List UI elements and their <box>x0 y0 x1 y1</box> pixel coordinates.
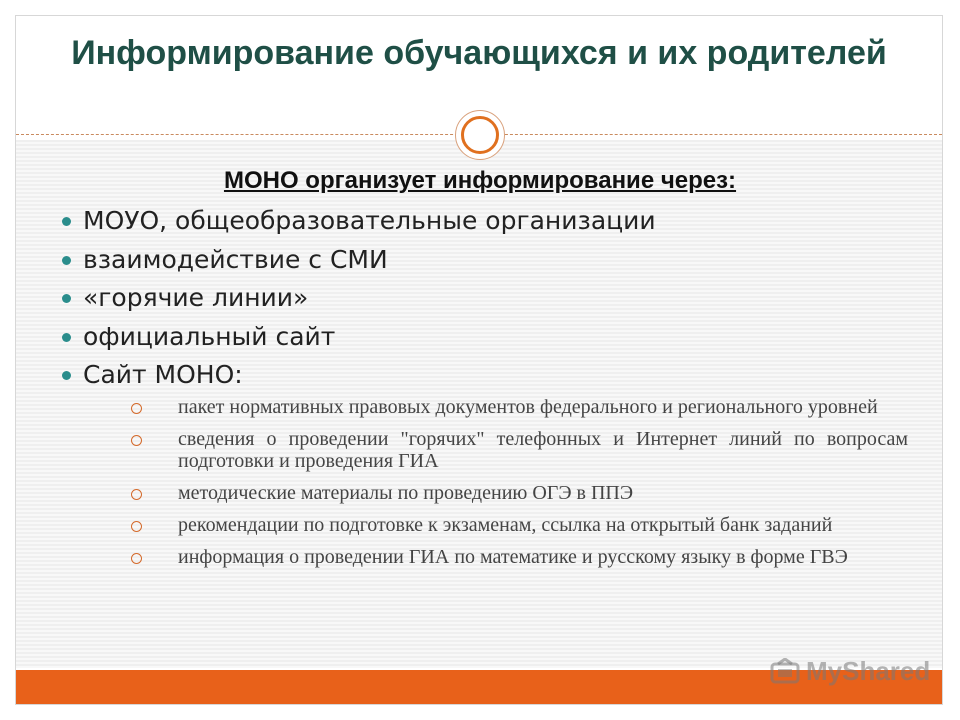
bullet-list <box>62 202 922 395</box>
watermark <box>770 656 930 687</box>
sub-bullet-item: рекомендации по подготовке к экзаменам, ссылка на открытый банк заданий <box>128 514 908 536</box>
bullet-item: Сайт МОНО: <box>62 356 922 395</box>
sub-bullet-item: сведения о проведении "горячих" телефонных и Интернет линий по вопросам подготовки и проведения ГИА <box>128 428 908 472</box>
subheading: МОНО организует информирование через: <box>223 167 737 194</box>
slide-title: Информирование обучающихся и их родителей <box>71 34 887 72</box>
watermark-logo-icon <box>770 658 800 686</box>
bullet-item: МОУО, общеобразовательные организации <box>62 202 922 241</box>
sub-bullet-list <box>128 396 908 578</box>
sub-bullet-item: пакет нормативных правовых документов федерального и регионального уровней <box>128 396 908 418</box>
sub-bullet-item: информация о проведении ГИА по математике и русскому языку в форме ГВЭ <box>128 546 908 568</box>
bullet-item: взаимодействие с СМИ <box>62 241 922 280</box>
ring-ornament-icon <box>455 110 505 160</box>
bullet-item: «горячие линии» <box>62 279 922 318</box>
watermark-text: MyShared <box>806 656 931 686</box>
sub-bullet-item: методические материалы по проведению ОГЭ в ППЭ <box>128 482 908 504</box>
bullet-item: официальный сайт <box>62 318 922 357</box>
